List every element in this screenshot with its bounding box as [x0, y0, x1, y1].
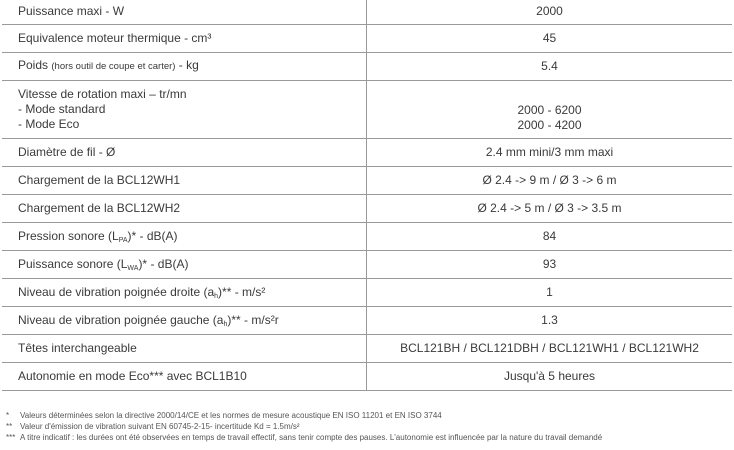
table-row — [2, 166, 732, 194]
footnote — [6, 421, 602, 432]
spec-label-text: Niveau de vibration poignée droite (a — [18, 284, 215, 299]
spec-label: Puissance maxi - W — [2, 0, 367, 24]
spec-label — [2, 306, 367, 334]
spec-label — [2, 250, 367, 278]
footnote — [6, 432, 602, 443]
table-row — [2, 24, 732, 52]
spec-value: 93 — [542, 256, 557, 271]
table-row — [2, 0, 732, 24]
table-row — [2, 222, 732, 250]
spec-value — [367, 80, 733, 138]
footnote-text: A titre indicatif : les durées ont été observées en temps de travail effectif, sans tenir compte des pauses. L'autonomie est influencée par la nature du travail demandé — [20, 433, 603, 442]
spec-label-unit: )* - dB(A) — [138, 256, 189, 271]
spec-label-subscript: WA — [127, 264, 139, 272]
spec-label-unit: )** - m/s² — [218, 284, 266, 299]
spec-value: 2.4 mm mini/3 mm maxi — [485, 144, 614, 159]
footnote — [6, 410, 602, 421]
footnote-mark: ** — [6, 422, 13, 431]
spec-value: Jusqu'à 5 heures — [503, 368, 596, 383]
table-row — [2, 194, 732, 222]
spec-label-line: - Mode standard — [18, 101, 106, 116]
spec-label: Chargement de la BCL12WH2 — [2, 194, 367, 222]
spec-label-subscript: PA — [118, 236, 128, 244]
spec-label — [2, 52, 367, 80]
spec-label-text: Puissance sonore (L — [18, 256, 128, 271]
spec-label-unit: - kg — [175, 58, 199, 72]
spec-value: 2000 — [536, 4, 563, 19]
spec-label: Autonomie en mode Eco*** avec BCL1B10 — [2, 362, 367, 390]
spec-value: 5.4 — [541, 58, 558, 73]
spec-label-unit: )** - m/s²r — [227, 312, 279, 327]
spec-label-text: Pression sonore (L — [18, 228, 119, 243]
spec-value-line: 2000 - 6200 — [517, 103, 582, 117]
spec-label-subscript: h — [223, 320, 228, 328]
spec-label-unit: )* - dB(A) — [127, 228, 178, 243]
spec-value: Ø 2.4 -> 5 m / Ø 3 -> 3.5 m — [477, 200, 622, 215]
spec-label-subscript: h — [214, 292, 219, 300]
table-row — [2, 278, 732, 306]
footnote-text: Valeur d'émission de vibration suivant EN 60745-2-15- incertitude Kd = 1.5m/s² — [20, 422, 300, 431]
spec-label — [2, 278, 367, 306]
spec-label — [2, 80, 367, 138]
spec-label-line: Vitesse de rotation maxi – tr/mn — [18, 86, 187, 101]
spec-value: Ø 2.4 -> 9 m / Ø 3 -> 6 m — [482, 172, 617, 187]
spec-value: BCL121BH / BCL121DBH / BCL121WH1 / BCL121WH2 — [400, 340, 699, 355]
table-row — [2, 80, 732, 138]
spec-label-main: Poids — [18, 58, 49, 72]
specs-table — [2, 0, 732, 391]
spec-value-line: 2000 - 4200 — [517, 118, 582, 132]
table-row — [2, 362, 732, 390]
spec-value: 1.3 — [541, 312, 558, 327]
spec-value: 45 — [542, 30, 557, 45]
footnote-mark: *** — [6, 433, 16, 442]
table-row — [2, 250, 732, 278]
spec-label-text: Niveau de vibration poignée gauche (a — [18, 312, 224, 327]
spec-label-note: (hors outil de coupe et carter) — [51, 61, 176, 72]
spec-label: Equivalence moteur thermique - cm³ — [2, 24, 367, 52]
spec-label: Diamètre de fil - Ø — [2, 138, 367, 166]
spec-label: Chargement de la BCL12WH1 — [2, 166, 367, 194]
spec-value: 1 — [546, 284, 553, 299]
spec-label — [2, 222, 367, 250]
spec-label-line: - Mode Eco — [18, 116, 80, 131]
footnote-text: Valeurs déterminées selon la directive 2000/14/CE et les normes de mesure acoustique EN ISO 11201 et EN ISO 3744 — [20, 411, 442, 420]
footnotes — [6, 410, 602, 443]
spec-label: Têtes interchangeable — [2, 334, 367, 362]
table-row — [2, 306, 732, 334]
footnote-mark: * — [6, 411, 10, 420]
table-row — [2, 138, 732, 166]
spec-value: 84 — [542, 228, 557, 243]
table-row — [2, 52, 732, 80]
table-row — [2, 334, 732, 362]
